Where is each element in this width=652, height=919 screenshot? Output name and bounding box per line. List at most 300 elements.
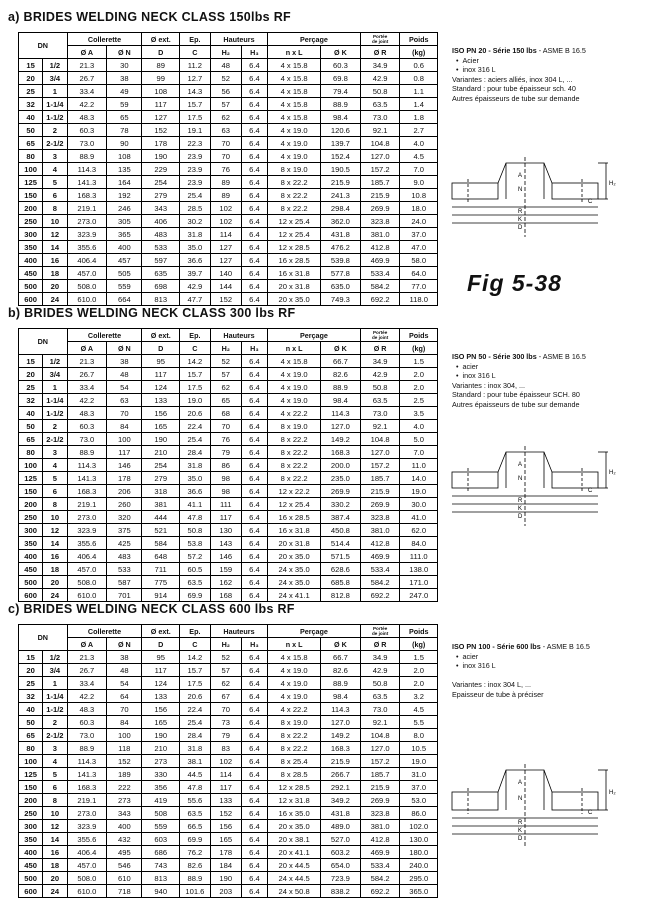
table-cell: 84 [107, 420, 142, 433]
table-cell: 206 [107, 485, 142, 498]
table-cell: 89 [142, 59, 179, 72]
table-cell: 127.0 [321, 420, 361, 433]
table-row [19, 690, 438, 703]
col-ext: Ø ext. [142, 329, 179, 342]
table-cell: 20 x 44.5 [268, 859, 321, 872]
table-cell: 15.7 [179, 664, 210, 677]
table-cell: 300 [19, 524, 43, 537]
table-cell: 26.7 [67, 72, 107, 85]
table-cell: 273 [107, 794, 142, 807]
table-row [19, 729, 438, 742]
table-cell: 185.7 [360, 176, 400, 189]
table-cell: 33.4 [67, 381, 107, 394]
table-cell: 20.6 [179, 407, 210, 420]
table-cell: 104.8 [360, 433, 400, 446]
table-cell: 584 [142, 537, 179, 550]
table-cell: 56 [210, 85, 241, 98]
table-cell: 431.8 [321, 228, 361, 241]
table-cell: 12 [43, 228, 67, 241]
table-cell: 8 x 22.2 [268, 433, 321, 446]
table-cell: 381 [142, 498, 179, 511]
table-cell: 114.3 [67, 459, 107, 472]
table-cell: 18 [43, 563, 67, 576]
table-cell: 21.3 [67, 355, 107, 368]
subcol-a: Ø A [67, 342, 107, 355]
table-cell: 21.3 [67, 59, 107, 72]
table-cell: 6.4 [241, 651, 267, 664]
table-cell: 117 [142, 664, 179, 677]
table-cell: 12 x 28.5 [268, 241, 321, 254]
table-cell: 98.4 [321, 394, 361, 407]
table-cell: 69.9 [179, 833, 210, 846]
table-row [19, 72, 438, 85]
table-cell: 349.2 [321, 794, 361, 807]
table-cell: 1.5 [400, 355, 438, 368]
table-cell: 80 [19, 150, 43, 163]
col-collerette: Collerette [67, 625, 142, 638]
table-cell: 508.0 [67, 576, 107, 589]
table-cell: 95 [142, 651, 179, 664]
table-cell: 2.0 [400, 381, 438, 394]
table-cell: 6.4 [241, 111, 267, 124]
subcol-nxl: n x L [268, 638, 321, 651]
table-row [19, 781, 438, 794]
table-cell: 16 [43, 550, 67, 563]
table-cell: 648 [142, 550, 179, 563]
table-cell: 6.4 [241, 446, 267, 459]
table-cell: 250 [19, 215, 43, 228]
table-cell: 412.8 [360, 537, 400, 550]
table-row [19, 485, 438, 498]
table-row [19, 446, 438, 459]
table-cell: 189 [107, 768, 142, 781]
table-cell: 14.3 [179, 85, 210, 98]
table-cell: 210 [142, 742, 179, 755]
table-cell: 1-1/4 [43, 690, 67, 703]
table-cell: 412.8 [360, 241, 400, 254]
table-cell: 600 [19, 293, 43, 306]
table-cell: 711 [142, 563, 179, 576]
table-cell: 22.4 [179, 420, 210, 433]
table-cell: 6.4 [241, 859, 267, 872]
table-cell: 323.9 [67, 524, 107, 537]
table-cell: 603 [142, 833, 179, 846]
table-cell: 24 x 44.5 [268, 872, 321, 885]
table-row [19, 215, 438, 228]
subcol-c: C [179, 638, 210, 651]
table-row [19, 859, 438, 872]
table-cell: 168.3 [67, 485, 107, 498]
note-line: Autres épaisseurs de tube sur demande [452, 399, 580, 409]
table-row [19, 755, 438, 768]
table-cell: 42.2 [67, 690, 107, 703]
flange-table-150lbs [18, 32, 438, 306]
table-cell: 8 x 22.2 [268, 176, 321, 189]
table-cell: 31.8 [179, 459, 210, 472]
table-cell: 26.7 [67, 664, 107, 677]
table-cell: 92.1 [360, 420, 400, 433]
table-cell: 6.4 [241, 98, 267, 111]
table-cell: 18.0 [400, 202, 438, 215]
material-item: • acier [452, 362, 586, 372]
table-cell: 88.9 [67, 742, 107, 755]
table-cell: 114.3 [321, 407, 361, 420]
table-row [19, 885, 438, 898]
table-cell: 8 x 22.2 [268, 472, 321, 485]
table-cell: 143 [210, 537, 241, 550]
svg-text:K: K [518, 828, 523, 834]
table-cell: 114.3 [67, 163, 107, 176]
table-cell: 95 [142, 355, 179, 368]
table-cell: 254 [142, 176, 179, 189]
table-cell: 40 [19, 703, 43, 716]
standard-line [452, 46, 586, 56]
col-dn: DN [19, 625, 68, 651]
table-cell: 127.0 [321, 716, 361, 729]
table-cell: 210 [142, 446, 179, 459]
table-cell: 67 [210, 690, 241, 703]
table-cell: 108 [142, 85, 179, 98]
svg-text:R: R [518, 209, 523, 215]
table-cell: 250 [19, 511, 43, 524]
table-row [19, 98, 438, 111]
spec-notes-300lbs [452, 352, 586, 410]
section-title: c) BRIDES WELDING NECK CLASS 600 lbs RF [8, 602, 295, 616]
table-row [19, 459, 438, 472]
table-cell: 83 [210, 742, 241, 755]
col-poids: Poids [400, 33, 438, 46]
table-cell: 406.4 [67, 550, 107, 563]
table-cell: 40 [19, 407, 43, 420]
table-row [19, 820, 438, 833]
table-cell: 505 [107, 267, 142, 280]
table-cell: 610.0 [67, 589, 107, 602]
table-cell: 168.3 [67, 189, 107, 202]
table-cell: 42.2 [67, 98, 107, 111]
table-cell: 79 [210, 446, 241, 459]
table-cell: 15 [19, 651, 43, 664]
table-cell: 47.7 [179, 293, 210, 306]
table-cell: 16 x 31.8 [268, 524, 321, 537]
table-cell: 185.7 [360, 768, 400, 781]
spec-notes-600lbs [452, 642, 590, 700]
table-cell: 63.5 [360, 394, 400, 407]
table-cell: 6.4 [241, 885, 267, 898]
standard-name: ISO PN 20 - Série 150 lbs [452, 46, 537, 55]
table-row [19, 550, 438, 563]
table-cell: 489.0 [321, 820, 361, 833]
table-cell: 8 x 25.4 [268, 755, 321, 768]
table-row [19, 807, 438, 820]
table-cell: 215.9 [360, 485, 400, 498]
table-cell: 178 [142, 137, 179, 150]
table-cell: 79 [210, 729, 241, 742]
subcol-d: D [142, 342, 179, 355]
table-row [19, 293, 438, 306]
table-row [19, 85, 438, 98]
table-cell: 215.9 [321, 176, 361, 189]
table-cell: 10 [43, 511, 67, 524]
svg-text:N: N [518, 796, 523, 802]
table-cell: 12 [43, 820, 67, 833]
table-cell: 69.9 [179, 589, 210, 602]
table-cell: 685.8 [321, 576, 361, 589]
table-cell: 48.3 [67, 407, 107, 420]
table-cell: 254 [142, 459, 179, 472]
table-cell: 149.2 [321, 433, 361, 446]
table-cell: 141.3 [67, 768, 107, 781]
table-cell: 24.0 [400, 215, 438, 228]
table-cell: 100 [19, 755, 43, 768]
table-cell: 457.0 [67, 267, 107, 280]
table-cell: 152 [142, 124, 179, 137]
col-ep: Ep. [179, 329, 210, 342]
table-cell: 4 x 19.0 [268, 394, 321, 407]
table-cell: 6.4 [241, 872, 267, 885]
table-cell: 18 [43, 267, 67, 280]
header-row [19, 329, 438, 342]
table-cell: 813 [142, 293, 179, 306]
table-cell: 1.8 [400, 111, 438, 124]
subheader-row [19, 638, 438, 651]
note-line: Variantes : inox 304, ... [452, 380, 525, 390]
table-cell: 52 [210, 651, 241, 664]
table-cell: 25.4 [179, 189, 210, 202]
table-cell: 11.0 [400, 459, 438, 472]
table-cell: 15.7 [179, 98, 210, 111]
table-cell: 127.0 [360, 742, 400, 755]
table-cell: 65 [210, 394, 241, 407]
table-cell: 6.4 [241, 703, 267, 716]
table-cell: 150 [19, 781, 43, 794]
table-cell: 6.4 [241, 150, 267, 163]
table-cell: 343 [107, 807, 142, 820]
table-cell: 749.3 [321, 293, 361, 306]
table-cell: 64 [107, 690, 142, 703]
table-cell: 3 [43, 742, 67, 755]
table-cell: 527.0 [321, 833, 361, 846]
table-cell: 240.0 [400, 859, 438, 872]
table-cell: 483 [107, 550, 142, 563]
standard-ref: - ASME B 16.5 [536, 352, 586, 361]
table-cell: 200 [19, 202, 43, 215]
table-cell: 6.4 [241, 293, 267, 306]
table-cell: 1-1/2 [43, 111, 67, 124]
table-cell: 521 [142, 524, 179, 537]
table-cell: 42.9 [360, 72, 400, 85]
table-cell: 400 [107, 820, 142, 833]
table-cell: 17.5 [179, 677, 210, 690]
table-cell: 6.4 [241, 202, 267, 215]
table-cell: 4 x 19.0 [268, 664, 321, 677]
table-cell: 229 [142, 163, 179, 176]
subcol-k: Ø K [321, 638, 361, 651]
table-cell: 57.2 [179, 550, 210, 563]
table-cell: 743 [142, 859, 179, 872]
table-cell: 508.0 [67, 280, 107, 293]
table-cell: 86 [210, 459, 241, 472]
table-cell: 47.0 [400, 241, 438, 254]
table-cell: 40 [19, 111, 43, 124]
table-row [19, 163, 438, 176]
table-cell: 60.5 [179, 563, 210, 576]
table-cell: 6.4 [241, 589, 267, 602]
table-cell: 508 [142, 807, 179, 820]
table-cell: 16 x 28.5 [268, 254, 321, 267]
table-row [19, 677, 438, 690]
table-row [19, 137, 438, 150]
material-item: • inox 316 L [452, 65, 586, 75]
table-cell: 38 [107, 72, 142, 85]
table-row [19, 355, 438, 368]
table-cell: 2 [43, 716, 67, 729]
col-percage: Perçage [268, 329, 361, 342]
table-cell: 1-1/2 [43, 703, 67, 716]
header-row [19, 625, 438, 638]
table-cell: 102 [210, 202, 241, 215]
table-cell: 4 x 15.8 [268, 72, 321, 85]
table-cell: 84 [107, 716, 142, 729]
table-cell: 273.0 [67, 215, 107, 228]
table-cell: 70 [107, 703, 142, 716]
table-cell: 98 [210, 472, 241, 485]
table-cell: 50 [19, 420, 43, 433]
table-cell: 444 [142, 511, 179, 524]
table-cell: 664 [107, 293, 142, 306]
table-cell: 19.0 [179, 394, 210, 407]
table-cell: 6.4 [241, 280, 267, 293]
table-cell: 73.0 [360, 703, 400, 716]
table-cell: 120.6 [321, 124, 361, 137]
table-cell: 273.0 [67, 807, 107, 820]
table-cell: 190.5 [321, 163, 361, 176]
flange-drawing-300lbs [448, 422, 638, 532]
table-cell: 533.4 [360, 267, 400, 280]
table-cell: 25 [19, 85, 43, 98]
table-cell: 4 x 15.8 [268, 111, 321, 124]
table-cell: 49 [107, 85, 142, 98]
table-cell: 6.4 [241, 576, 267, 589]
table-cell: 88.9 [321, 381, 361, 394]
table-cell: 1-1/2 [43, 407, 67, 420]
table-cell: 44.5 [179, 768, 210, 781]
table-cell: 539.8 [321, 254, 361, 267]
table-cell: 6.4 [241, 228, 267, 241]
table-cell: 146 [210, 550, 241, 563]
note-line: Autres épaisseurs de tube sur demande [452, 93, 580, 103]
table-cell: 102 [210, 755, 241, 768]
table-cell: 6.4 [241, 846, 267, 859]
table-cell: 125 [19, 176, 43, 189]
table-cell: 80 [19, 742, 43, 755]
table-cell: 8 x 22.2 [268, 189, 321, 202]
table-cell: 98.4 [321, 111, 361, 124]
table-cell: 141.3 [67, 472, 107, 485]
table-cell: 50.8 [360, 381, 400, 394]
svg-text:H₂: H₂ [609, 181, 616, 187]
table-cell: 6.4 [241, 729, 267, 742]
subcol-kg: (kg) [400, 46, 438, 59]
table-cell: 6.4 [241, 355, 267, 368]
table-cell: 813 [142, 872, 179, 885]
table-cell: 130 [210, 524, 241, 537]
subcol-n: Ø N [107, 46, 142, 59]
table-cell: 192 [107, 189, 142, 202]
table-cell: 1-1/4 [43, 98, 67, 111]
table-cell: 12 x 28.5 [268, 781, 321, 794]
table-cell: 125 [19, 472, 43, 485]
table-cell: 6.4 [241, 716, 267, 729]
table-cell: 6.4 [241, 820, 267, 833]
table-cell: 273.0 [67, 511, 107, 524]
table-cell: 42.2 [67, 394, 107, 407]
table-cell: 117 [142, 368, 179, 381]
table-cell: 483 [142, 228, 179, 241]
table-cell: 914 [142, 589, 179, 602]
table-cell: 140 [210, 267, 241, 280]
subcol-c: C [179, 46, 210, 59]
table-cell: 24 x 41.1 [268, 589, 321, 602]
table-cell: 178 [107, 472, 142, 485]
table-cell: 66.7 [321, 355, 361, 368]
table-cell: 84.0 [400, 537, 438, 550]
col-portee-line2: de joint [371, 39, 389, 44]
svg-text:H₂: H₂ [609, 470, 616, 476]
table-cell: 20 x 31.8 [268, 537, 321, 550]
table-cell: 5.5 [400, 716, 438, 729]
table-cell: 63.5 [179, 807, 210, 820]
table-cell: 37.0 [400, 228, 438, 241]
table-cell: 5 [43, 176, 67, 189]
table-cell: 62 [210, 111, 241, 124]
table-cell: 603.2 [321, 846, 361, 859]
table-cell: 6.4 [241, 459, 267, 472]
table-cell: 76 [210, 433, 241, 446]
table-cell: 16 x 35.0 [268, 807, 321, 820]
table-cell: 88.9 [321, 677, 361, 690]
table-cell: 62 [210, 381, 241, 394]
table-cell: 23.9 [179, 163, 210, 176]
table-cell: 168 [210, 589, 241, 602]
table-cell: 775 [142, 576, 179, 589]
table-cell: 320 [107, 511, 142, 524]
table-cell: 8 x 28.5 [268, 768, 321, 781]
table-cell: 54 [107, 381, 142, 394]
table-cell: 157.2 [360, 459, 400, 472]
flange-drawing-150lbs [448, 133, 638, 243]
table-cell: 14.0 [400, 472, 438, 485]
table-cell: 6.4 [241, 394, 267, 407]
table-cell: 35.0 [179, 241, 210, 254]
table-cell: 146 [107, 459, 142, 472]
table-cell: 343 [142, 202, 179, 215]
table-cell: 63 [107, 394, 142, 407]
table-cell: 597 [142, 254, 179, 267]
table-cell: 117 [210, 511, 241, 524]
table-cell: 63.5 [179, 576, 210, 589]
col-portee-line2: de joint [371, 631, 389, 636]
table-row [19, 716, 438, 729]
table-row [19, 742, 438, 755]
note-line [452, 671, 590, 681]
subcol-nxl: n x L [268, 342, 321, 355]
table-cell: 141.3 [67, 176, 107, 189]
standard-ref: - ASME B 16.5 [536, 46, 586, 55]
table-cell: 41.1 [179, 498, 210, 511]
table-cell: 180.0 [400, 846, 438, 859]
table-cell: 92.1 [360, 716, 400, 729]
table-cell: 1/2 [43, 59, 67, 72]
